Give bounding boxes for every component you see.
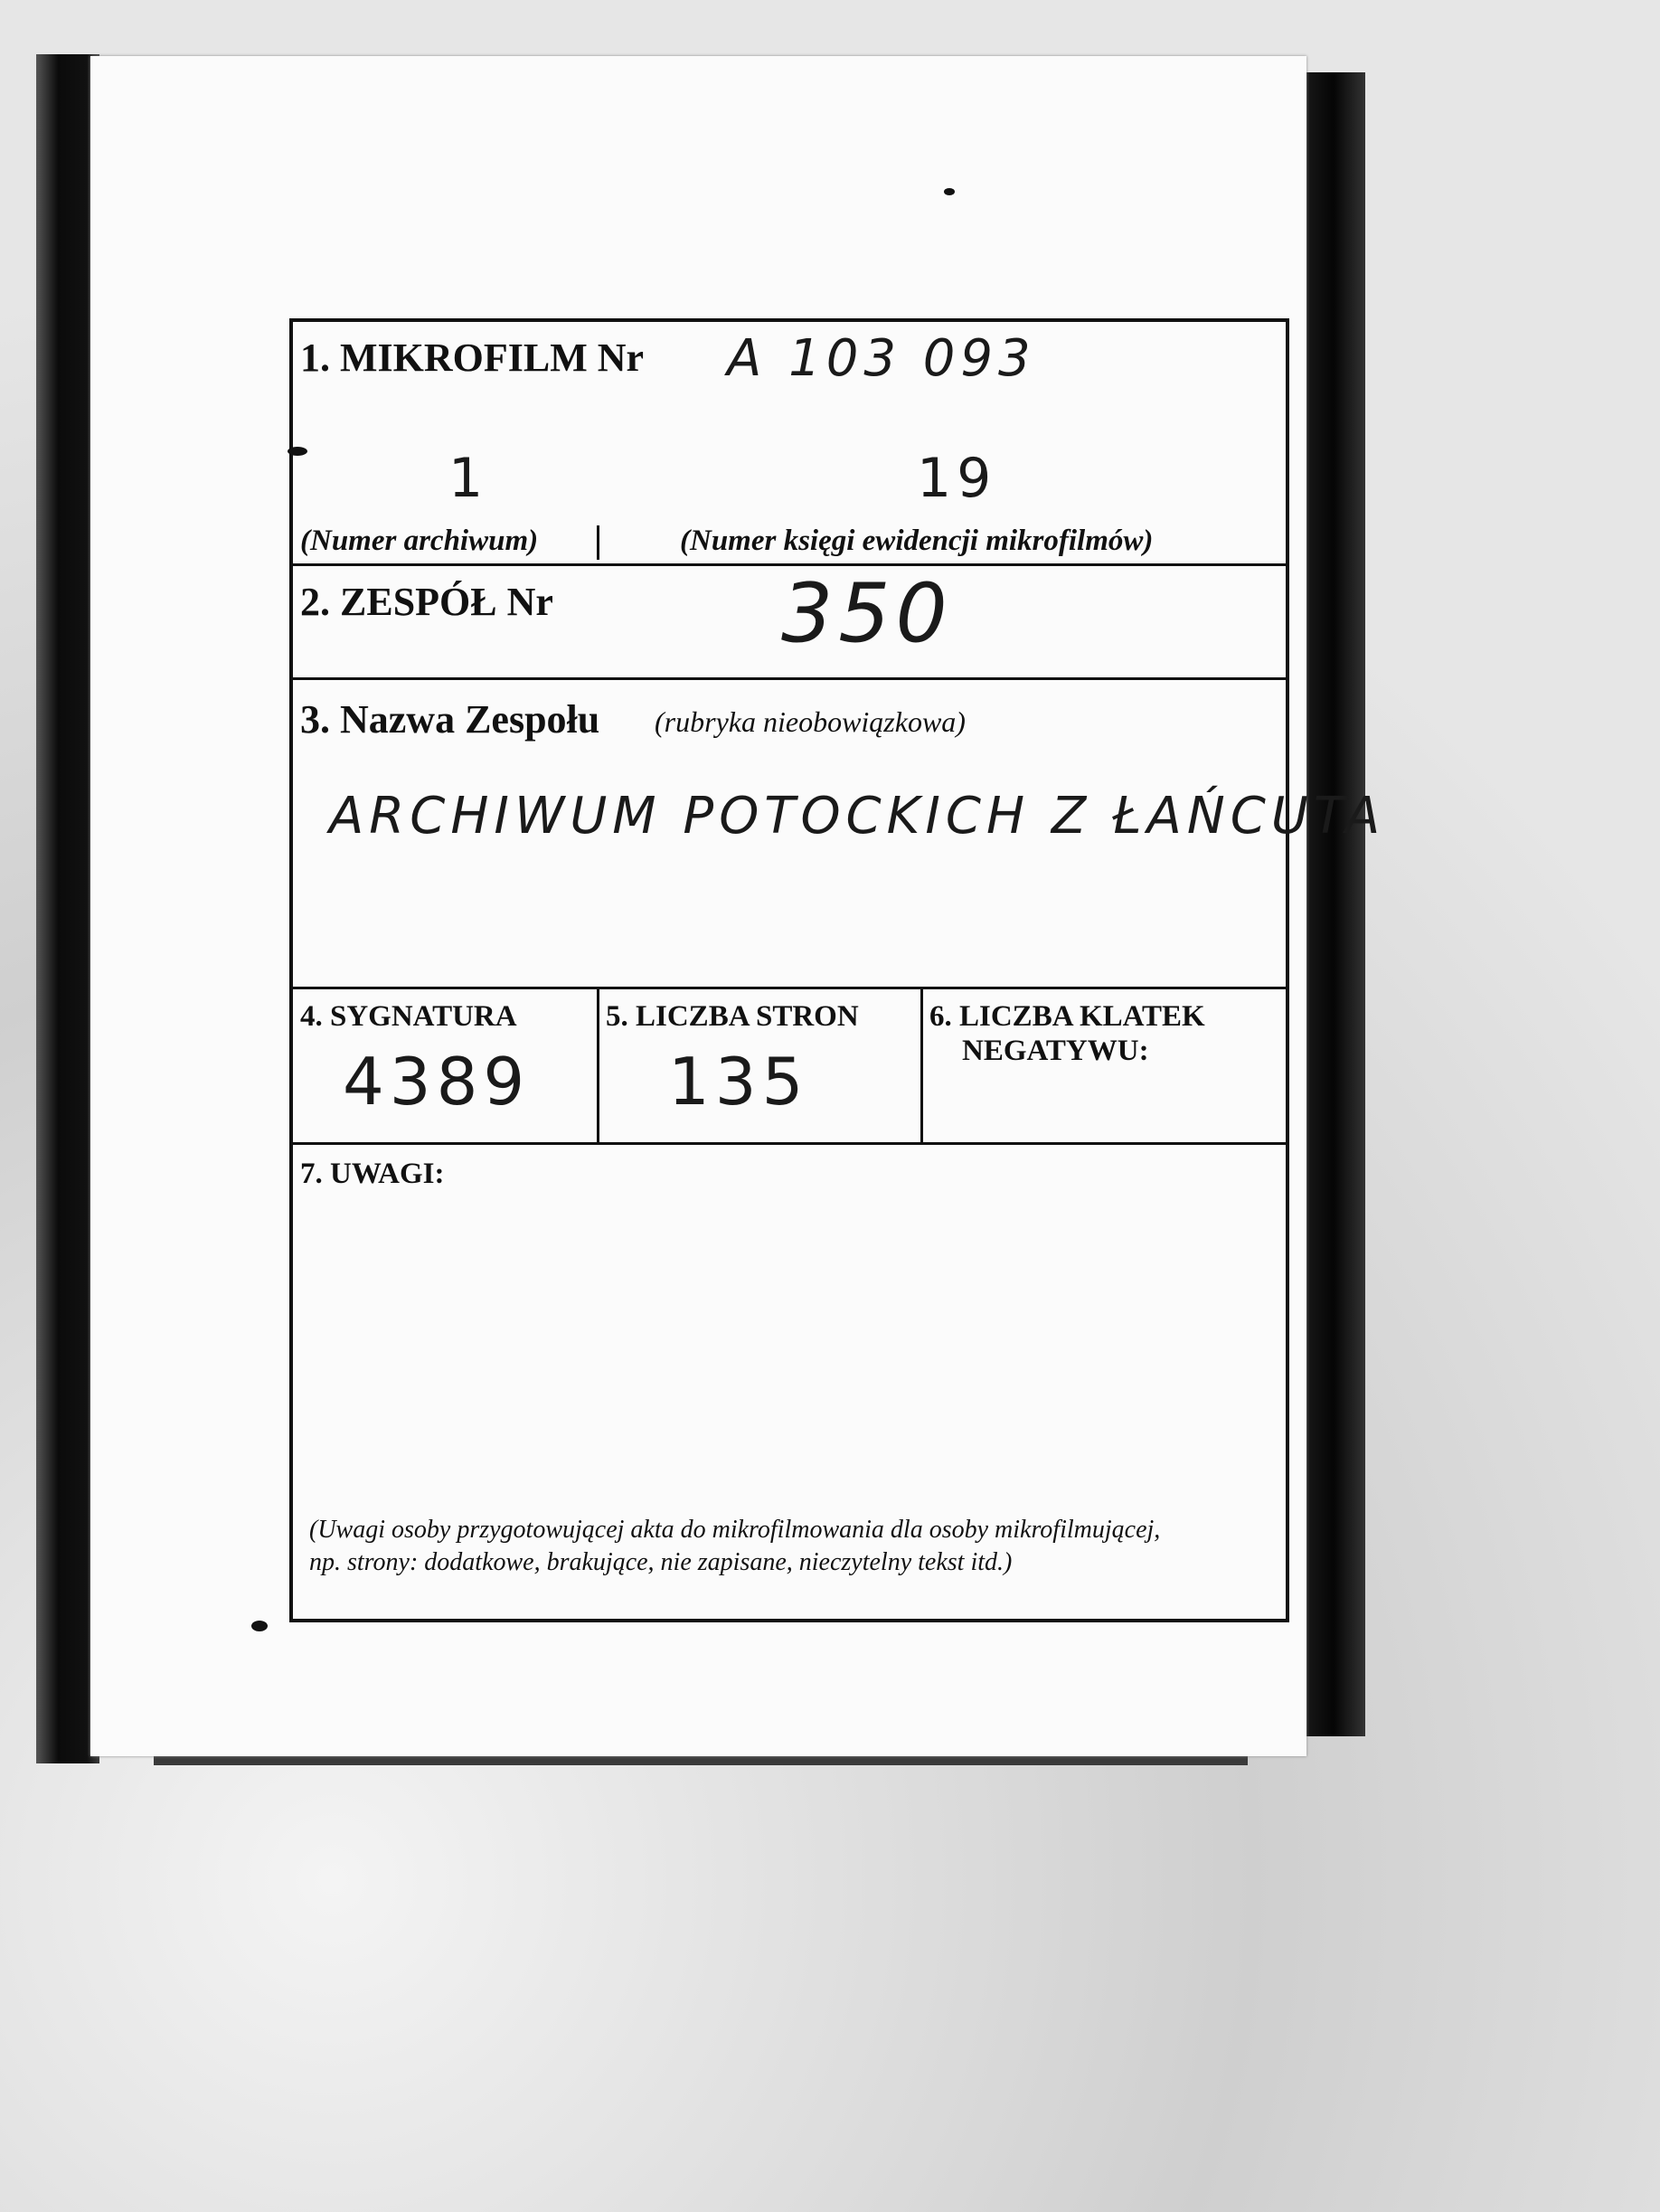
dust-speck xyxy=(944,188,955,195)
scan-bottom-edge xyxy=(154,1756,1248,1765)
signature-value: 4389 xyxy=(343,1044,531,1120)
remarks-note-line2: np. strony: dodatkowe, brakujące, nie zapisane, nieczytelny tekst itd.) xyxy=(309,1548,1013,1576)
counts-divider-2 xyxy=(920,989,923,1142)
fonds-name-label: 3. Nazwa Zespołu xyxy=(300,697,600,742)
microfilm-number: A 103 093 xyxy=(727,329,1036,388)
remarks-label: 7. UWAGI: xyxy=(300,1158,445,1190)
page-count-value: 135 xyxy=(668,1044,809,1120)
remarks-section xyxy=(293,1145,1286,1622)
fonds-name-value: ARCHIWUM POTOCKICH Z ŁAŃCUTA xyxy=(329,787,1386,846)
fonds-label: 2. ZESPÓŁ Nr xyxy=(300,580,553,624)
counts-section xyxy=(293,989,1286,1145)
dust-speck xyxy=(251,1621,268,1631)
frame-count-label-2: NEGATYWU: xyxy=(962,1035,1149,1067)
fonds-name-note: (rubryka nieobowiązkowa) xyxy=(655,705,966,738)
remarks-note-line1: (Uwagi osoby przygotowującej akta do mikrofilmowania dla osoby mikrofilmującej, xyxy=(309,1516,1161,1544)
counts-divider-1 xyxy=(597,989,599,1142)
microfilm-label: 1. MIKROFILM Nr xyxy=(300,336,645,380)
fonds-section xyxy=(293,566,1286,680)
scan-right-shadow xyxy=(1302,72,1365,1736)
archive-number-value: 1 xyxy=(448,447,489,510)
microfilm-section xyxy=(293,322,1286,566)
fonds-number: 350 xyxy=(781,566,953,661)
register-number-value: 19 xyxy=(917,447,997,510)
signature-label: 4. SYGNATURA xyxy=(300,1000,517,1033)
dust-speck xyxy=(288,447,307,456)
microfilm-form xyxy=(289,318,1386,1622)
microfilm-card-sheet xyxy=(90,56,1386,1756)
frame-count-label-1: 6. LICZBA KLATEK xyxy=(929,1000,1205,1033)
caption-divider xyxy=(597,525,599,560)
fonds-name-section xyxy=(293,680,1386,989)
page-count-label: 5. LICZBA STRON xyxy=(606,1000,859,1033)
archive-number-caption: (Numer archiwum) xyxy=(300,525,539,557)
register-number-caption: (Numer księgi ewidencji mikrofilmów) xyxy=(680,525,1154,557)
